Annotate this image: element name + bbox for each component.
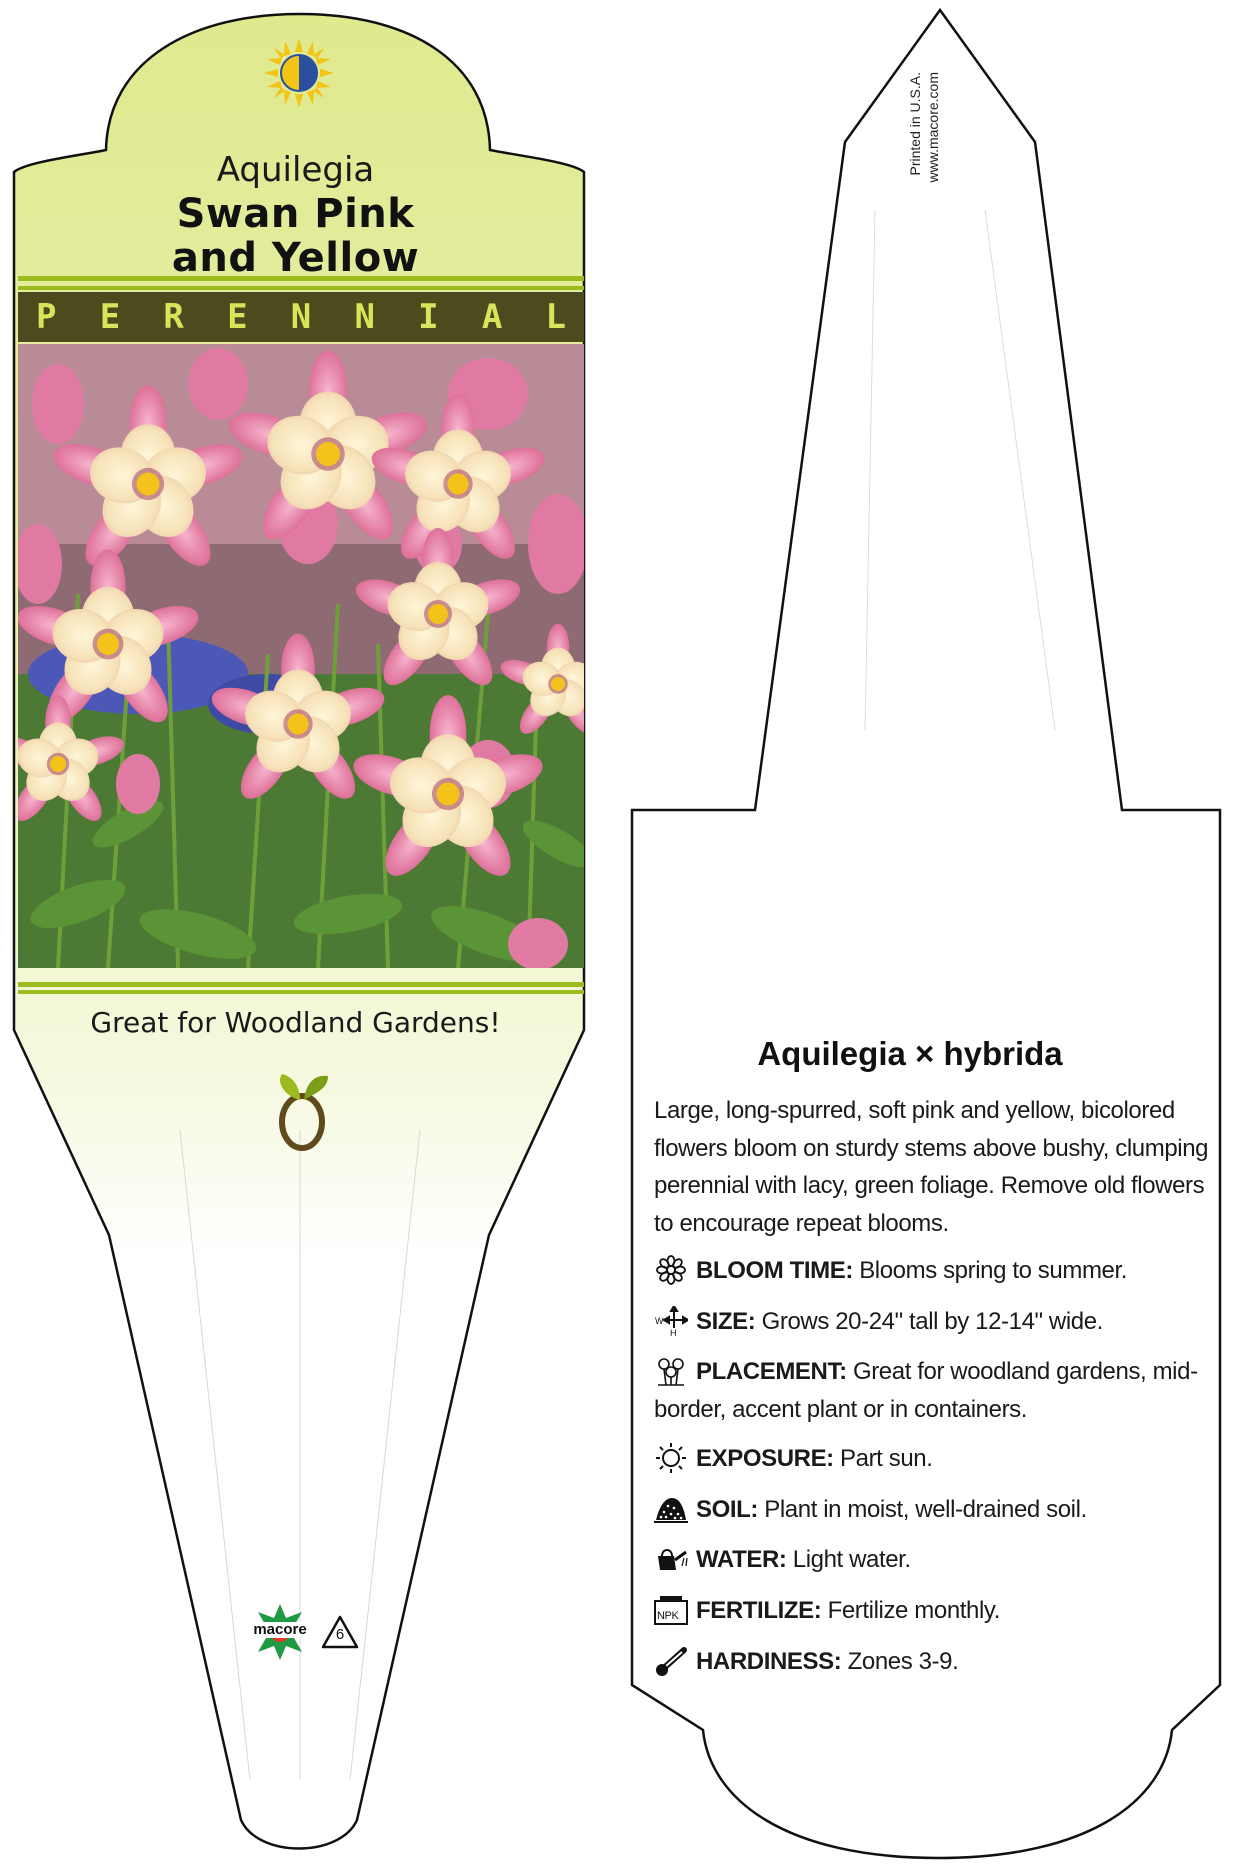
attr-value: Light water. (786, 1546, 911, 1573)
attr-label: SOIL: (696, 1496, 758, 1523)
attr-label: PLACEMENT: (696, 1358, 847, 1385)
cultivar-name-line2: and Yellow (171, 235, 420, 281)
sun-icon (654, 1443, 688, 1473)
attr-bloom-time (654, 1252, 1214, 1290)
banner-letter: E (227, 297, 248, 337)
banner-letter: L (545, 297, 566, 337)
banner-letter: R (163, 297, 184, 337)
macore-logo (244, 1602, 316, 1660)
recycle-code: 6 (335, 1626, 345, 1643)
cultivar-name-line1: Swan Pink (176, 191, 415, 237)
attr-exposure (654, 1440, 1214, 1478)
attr-fertilize (654, 1592, 1214, 1630)
attr-value: Part sun. (833, 1445, 933, 1472)
banner-letter: N (290, 297, 312, 337)
banner-letter: E (99, 297, 121, 337)
svg-text:NPK: NPK (657, 1610, 679, 1622)
back-tag-outline (632, 10, 1220, 1858)
attr-label: WATER: (696, 1546, 787, 1573)
thermometer-icon (654, 1646, 688, 1676)
watering-can-icon (654, 1544, 688, 1574)
botanical-name: Aquilegia × hybrida (757, 1035, 1063, 1072)
banner-letter: I (418, 297, 439, 337)
placement-flowers-icon (654, 1356, 688, 1386)
seedling-icon (270, 1070, 334, 1152)
attr-value: Grows 20-24" tall by 12-14" wide. (755, 1308, 1103, 1335)
npk-icon (654, 1595, 688, 1625)
attr-hardiness (654, 1643, 1214, 1681)
flower-icon (654, 1255, 688, 1285)
attr-label: FERTILIZE: (696, 1597, 822, 1624)
attr-value: Plant in moist, well-drained soil. (758, 1496, 1087, 1523)
svg-text:W: W (655, 1316, 664, 1326)
attr-label: HARDINESS: (696, 1648, 842, 1675)
size-arrows-icon (654, 1306, 688, 1336)
attr-placement (654, 1353, 1214, 1428)
attr-label: EXPOSURE: (696, 1445, 834, 1472)
attr-value: Fertilize monthly. (821, 1597, 1000, 1624)
soil-icon (654, 1494, 688, 1524)
svg-text:H: H (670, 1328, 677, 1336)
attr-soil (654, 1491, 1214, 1529)
attr-label: SIZE: (696, 1308, 756, 1335)
genus-name: Aquilegia (216, 150, 375, 190)
attr-size (654, 1303, 1214, 1341)
perennial-banner (18, 292, 584, 342)
attr-value: Zones 3-9. (841, 1648, 959, 1675)
attr-label: BLOOM TIME: (696, 1257, 853, 1284)
printed-line1: Printed in U.S.A. (907, 72, 923, 176)
plant-description: Large, long-spurred, soft pink and yellow, bicolored flowers bloom on sturdy stems above bushy, clumping perennial with lacy, green foliage. Remove old flowers to encourage repeat blooms. (654, 1097, 1209, 1237)
banner-letter: N (354, 297, 375, 337)
banner-letter: A (481, 297, 503, 337)
banner-letter: P (36, 297, 57, 337)
front-tagline: Great for Woodland Gardens! (90, 1006, 501, 1039)
attr-value: Blooms spring to summer. (852, 1257, 1128, 1284)
attr-water (654, 1541, 1214, 1579)
printed-line2: www.macore.com (925, 72, 941, 183)
attr-value: Great for woodland gardens, mid-border, accent plant or in containers. (654, 1358, 1198, 1423)
printed-in-usa (906, 72, 946, 252)
plant-photo (18, 344, 584, 968)
macore-logo-text: macore (244, 1622, 316, 1638)
sun-partial-icon (264, 38, 334, 108)
